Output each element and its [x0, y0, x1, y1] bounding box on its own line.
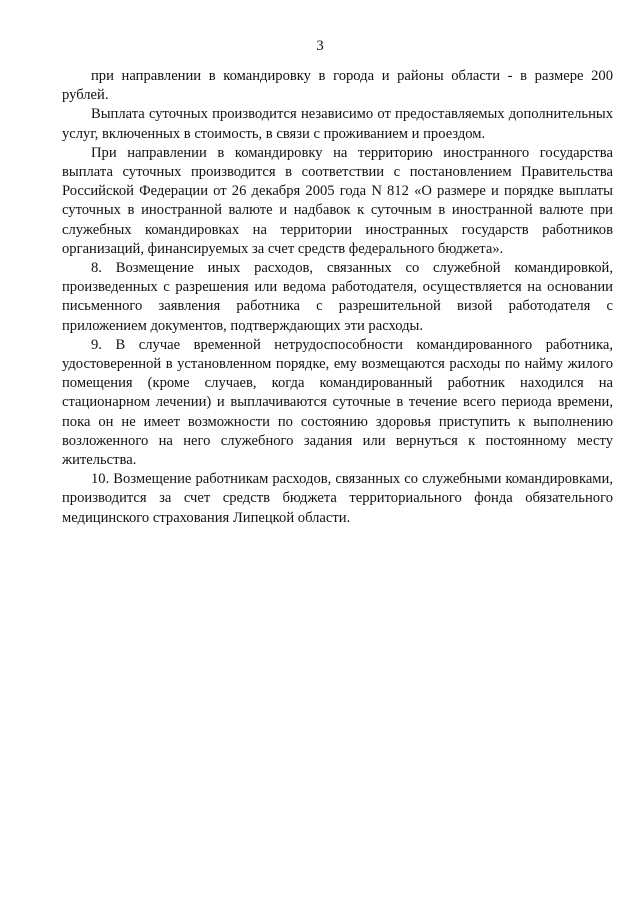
document-body [62, 67, 613, 528]
paragraph-item-10-funding-source: 10. Возмещение работникам расходов, связанных со служебными командировками, производится за счет средств бюджета территориального фонда обязательного медицинского страхования Липецкой области. [62, 471, 613, 526]
page-number: 3 [316, 38, 324, 54]
paragraph-allowance-independence: Выплата суточных производится независимо от предоставляемых дополнительных услуг, включенных в стоимость, в связи с проживанием и проездом. [62, 106, 613, 142]
paragraph-item-8-other-expenses: 8. Возмещение иных расходов, связанных со служебной командировкой, произведенных с разрешения или ведома работодателя, осуществляется на основании письменного заявления работника с разрешительной визой работодателя с приложением документов, подтверждающих эти расходы. [62, 260, 613, 334]
paragraph-item-9-temporary-disability: 9. В случае временной нетрудоспособности командированного работника, удостоверенной в установленном порядке, ему возмещаются расходы по найму жилого помещения (кроме случаев, когда командированный работник находился на стационарном лечении) и выплачиваются суточные в течение всего периода времени, пока он не имеет возможности по состоянию здоровья приступить к выполнению возложенного на него служебного задания или вернуться к постоянному месту жительства. [62, 336, 613, 469]
paragraph-daily-allowance-regions: при направлении в командировку в города и районы области - в размере 200 рублей. [62, 68, 613, 104]
paragraph-foreign-travel: При направлении в командировку на территорию иностранного государства выплата суточных производится в соответствии с постановлением Правительства Российской Федерации от 26 декабря 2005 года N 812 «О размере и порядке выплаты суточных в иностранной валюте и надбавок к суточным в иностранной валюте при служебных командировках на территории иностранных государств работников организаций, финансируемых за счет средств федерального бюджета». [62, 144, 613, 257]
